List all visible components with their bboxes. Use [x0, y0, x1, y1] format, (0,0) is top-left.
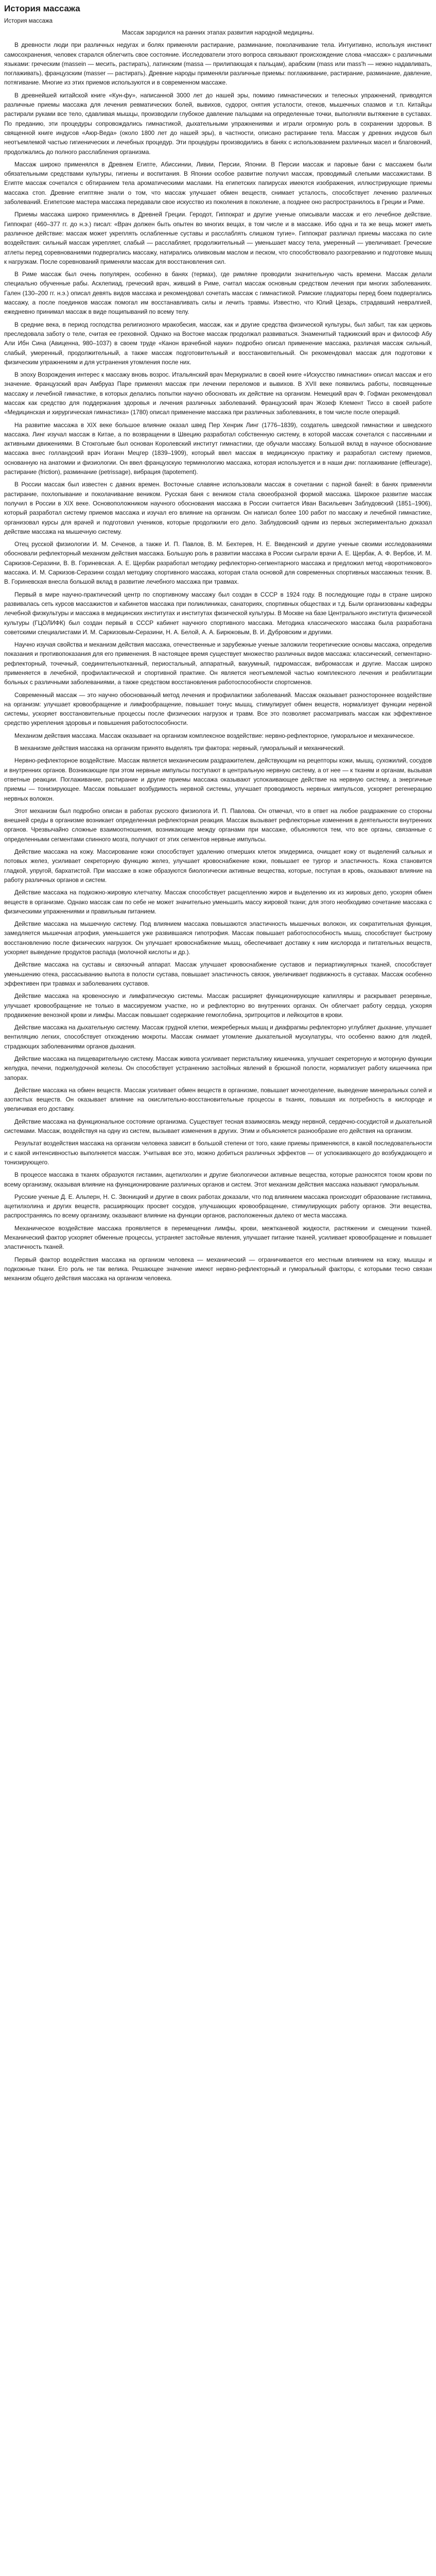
article-paragraph: Механическое воздействие массажа проявляется в перемещении лимфы, крови, межтканевой жидкости, растяжении и смещении тканей. Механический фактор ускоряет обменные процессы, устраняет застойные явления, улучшает питание тканей, усиливает кровообращение и повышает эластичность тканей. — [4, 1224, 432, 1251]
article-paragraph: В средние века, в период господства религиозного мракобесия, массаж, как и другие средства физической культуры, был забыт, так как церковь преследовала заботу о теле, считая ее греховной. Однако на Востоке массаж продолжал развиваться. Знаменитый таджикский врач и философ Абу Али Ибн Сина (Авиценна, 980–1037) в своем труде «Канон врачебной науки» подробно описал применение массажа, различая массаж сильный, слабый, умеренный, продолжительный, а также массаж подготовительный и восстановительный. Он рекомендовал массаж для подготовки к физическим упражнениям и для устранения утомления после них. — [4, 320, 432, 366]
breadcrumb-link[interactable]: История массажа — [4, 18, 53, 24]
article-paragraph: На развитие массажа в XIX веке большое влияние оказал швед Пер Хенрик Линг (1776–1839), создатель шведской гимнастики и шведского массажа. Линг изучал массаж в Китае, а по возвращении в Швецию разработал собственную систему, в которой массаж сочетался с пассивными и активными движениями. В Стокгольме был основан Королевский институт гимнастики, где обучали массажу. Большой вклад в научное обоснование массажа внес голландский врач Иоганн Мецгер (1839–1909), который ввел массаж в медицинскую практику и разработал систему приемов, основанную на анатомии и физиологии. Он ввел французскую терминологию массажа, которая используется и в наши дни: поглаживание (effleurage), растирание (friction), разминание (petrissage), вибрация (tapotement). — [4, 421, 432, 476]
article-paragraph: Научно изучая свойства и механизм действия массажа, отечественные и зарубежные ученые заложили теоретические основы массажа, определив показания и противопоказания для его применения. В настоящее время существует множество различных видов массажа: классический, сегментарно-рефлекторный, точечный, соединительнотканный, периостальный, аппаратный, вакуумный, гидромассаж, вибромассаж и другие. Массаж широко применяется в лечебной, профилактической и спортивной практике. Он является неотъемлемой частью комплексного лечения и реабилитации больных с различными заболеваниями, а также средством восстановления работоспособности спортсменов. — [4, 641, 432, 686]
article-body — [4, 40, 432, 1283]
article-paragraph: Первый фактор воздействия массажа на организм человека — механический — ограничивается его местным влиянием на кожу, мышцы и подкожные ткани. Его роль не так велика. Решающее значение имеют нервно-рефлекторный и гуморальный факторы, с которыми тесно связан механизм общего действия массажа на организм человека. — [4, 1256, 432, 1282]
breadcrumb — [4, 16, 432, 26]
intro-text: Массаж зародился на ранних этапах развития народной медицины. — [122, 29, 314, 36]
article-paragraph: В России массаж был известен с давних времен. Восточные славяне использовали массаж в сочетании с парной баней: в банях применяли растирание, похлопывание и поколачивание веником. Русская баня с веником стала своеобразной формой массажа. Широкое развитие массаж получил в России в XIX веке. Основоположником научного обоснования массажа в России считается Иван Васильевич Заблудовский (1851–1906), который разработал систему приемов массажа и изучал его влияние на организм. Он написал более 100 работ по массажу и лечебной гимнастике, организовал курсы для врачей и подготовил учеников, которые продолжили его дело. Заблудовский одним из первых экспериментально доказал действие массажа на мышечную систему. — [4, 481, 432, 535]
article-paragraph: В Риме массаж был очень популярен, особенно в банях (термах), где римляне проводили значительную часть времени. Массаж делали специально обученные рабы. Асклепиад, греческий врач, живший в Риме, считал массаж основным средством лечения при многих заболеваниях. Гален (130–200 гг. н.э.) описал девять видов массажа и рекомендовал сочетать массаж с гимнастикой. Римские гладиаторы перед боем подвергались массажу, а после поединков массаж помогал им восстанавливать силы и лечить травмы. Известно, что Юлий Цезарь, страдавший невралгией, ежедневно принимал массаж в виде пощипываний по всему телу. — [4, 270, 432, 316]
article-paragraph: Механизм действия массажа. Массаж оказывает на организм комплексное воздействие: нервно-рефлекторное, гуморальное и механическое. — [14, 732, 415, 739]
article-paragraph: Действие массажа на кровеносную и лимфатическую системы. Массаж расширяет функционирующие капилляры и раскрывает резервные, улучшает кровообращение не только в массируемом участке, но и рефлекторно во внутренних органах. Он облегчает работу сердца, ускоряя продвижение венозной крови и лимфы. Массаж повышает содержание гемоглобина, эритроцитов и лейкоцитов в крови. — [4, 992, 432, 1019]
article-paragraph: Приемы массажа широко применялись в Древней Греции. Геродот, Гиппократ и другие ученые описывали массаж и его лечебное действие. Гиппократ (460–377 гг. до н.э.) писал: «Врач должен быть опытен во многих вещах, в том числе и в массаже. Ибо одна и та же вещь может иметь различное действие: массаж может укреплять ослабленные суставы и расслаблять слишком тугие». Гиппократ различал приемы массажа по силе воздействия: сильный массаж укрепляет, слабый — расслабляет, продолжительный — уменьшает массу тела, умеренный — увеличивает. Греческие атлеты перед соревнованиями подвергались массажу, натирались оливковым маслом и песком, что способствовало разогреванию и подготовке мышц к нагрузкам. После соревнований применяли массаж для восстановления сил. — [4, 211, 432, 265]
article-paragraph: Результат воздействия массажа на организм человека зависит в большой степени от того, какие приемы применяются, в какой последовательности и с какой интенсивностью выполняется массаж. Учитывая все это, можно добиться различных эффектов — от успокаивающего до возбуждающего и тонизирующего. — [4, 1140, 432, 1166]
article-paragraph: Действие массажа на пищеварительную систему. Массаж живота усиливает перистальтику кишечника, улучшает секреторную и моторную функции желудка, печени, поджелудочной железы. Он способствует устранению застойных явлений в брюшной полости, нормализует работу кишечника при запорах. — [4, 1055, 432, 1081]
article-paragraph: Действие массажа на суставы и связочный аппарат. Массаж улучшает кровоснабжение суставов и периартикулярных тканей, способствует уменьшению отека, рассасыванию выпота в полости сустава, повышает эластичность связок, увеличивает подвижность в суставах. Массаж особенно эффективен при травмах и заболеваниях суставов. — [4, 961, 432, 987]
article-paragraph: Нервно-рефлекторное воздействие. Массаж является механическим раздражителем, действующим на рецепторы кожи, мышц, сухожилий, сосудов и внутренних органов. Возникающие при этом нервные импульсы поступают в центральную нервную систему, а от нее — к тканям и органам, вызывая ответные реакции. Поглаживание, растирание и другие приемы массажа оказывают успокаивающее действие на нервную систему, а энергичные приемы — тонизирующее. Массаж повышает возбудимость нервной системы, улучшает проводимость нервных импульсов, ускоряет регенерацию нервных волокон. — [4, 757, 432, 802]
article-paragraph: Первый в мире научно-практический центр по спортивному массажу был создан в СССР в 1924 году. В последующие годы в стране широко развивалась сеть курсов массажистов и кабинетов массажа при поликлиниках, санаториях, спортивных обществах и т.д. Были организованы кафедры лечебной физкультуры и массажа в медицинских институтах и институтах физической культуры. В Москве на базе Центрального института физической культуры (ГЦОЛИФК) был создан первый в СССР кабинет научного спортивного массажа. Методика классического массажа была разработана советскими специалистами И. М. Саркизовым-Серазини, Н. А. Белой, А. А. Бирюковым, В. И. Дубровским и другими. — [4, 590, 432, 636]
article-paragraph: Действие массажа на обмен веществ. Массаж усиливает обмен веществ в организме, повышает мочеотделение, выведение минеральных солей и азотистых веществ. Он оказывает влияние на окислительно-восстановительные процессы в тканях, повышая их потребность в кислороде и увеличивая его доставку. — [4, 1086, 432, 1113]
article-paragraph: Действие массажа на мышечную систему. Под влиянием массажа повышаются эластичность мышечных волокон, их сократительная функция, замедляется мышечная атрофия, уменьшается уже развившаяся гипотрофия. Массаж повышает работоспособность мышц, способствует быстрому восстановлению после физических нагрузок. Он улучшает кровоснабжение мышц, обеспечивает доставку к ним кислорода и питательных веществ, ускоряет выведение продуктов распада (молочной кислоты и др.). — [4, 920, 432, 956]
article-paragraph: Отец русской физиологии И. М. Сеченов, а также И. П. Павлов, В. М. Бехтерев, Н. Е. Введенский и другие ученые своими исследованиями обосновали рефлекторный механизм действия массажа. Большую роль в развитии массажа в России сыграли врачи А. Е. Щербак, А. Ф. Вербов, И. М. Саркизов-Серазини, В. В. Гориневская. А. Е. Щербак разработал методику рефлекторно-сегментарного массажа и предложил метод «воротникового» массажа. И. М. Саркизов-Серазини создал методику спортивного массажа, которая стала основой для современных спортивных массажных техник. В. В. Гориневская внесла большой вклад в развитие лечебного массажа при травмах. — [4, 540, 432, 586]
article-paragraph: Действие массажа на функциональное состояние организма. Существует тесная взаимосвязь между нервной, сердечно-сосудистой и дыхательной системами. Массаж, воздействуя на одну из систем, вызывает изменения в других. Этим и объясняется разнообразие его действия на организм. — [4, 1117, 432, 1135]
article-paragraph: Действие массажа на подкожно-жировую клетчатку. Массаж способствует расщеплению жиров и выделению их из жировых депо, ускоряя обмен веществ в организме. Однако массаж сам по себе не может значительно уменьшить массу жировой ткани; для этого необходимо сочетание массажа с физическими упражнениями и правильным питанием. — [4, 889, 432, 915]
article-paragraph: В древнейшей китайской книге «Кун-фу», написанной 3000 лет до нашей эры, помимо гимнастических и телесных упражнений, приводятся различные приемы массажа для лечения ревматических болей, вывихов, судорог, снятия усталости, отеков, мышечных спазмов и т.п. Китайцы растирали руками все тело, сдавливая мышцы, производили глубокое давление пальцами на определенные точки, выполняли вытяжение в суставах. По преданию, эти процедуры сопровождались гимнастикой, дыхательными упражнениями и играли огромную роль в сохранении здоровья. В священной книге индусов «Аюр-Веда» (около 1800 лет до нашей эры), в частности, описано растирание тела. Массаж у древних индусов был неотъемлемой частью гигиенических и лечебных процедур. Эти процедуры производились в банях с использованием различных масел и благовоний, продолжались до полного расслабления организма. — [4, 91, 432, 156]
article-paragraph: Современный массаж — это научно обоснованный метод лечения и профилактики заболеваний. Массаж оказывает разностороннее воздействие на организм: улучшает кровообращение и лимфообращение, повышает тонус мышц, стимулирует обмен веществ, нормализует функции нервной системы, ускоряет восстановительные процессы после физических нагрузок и травм. Все это позволяет рассматривать массаж как эффективное средство укрепления здоровья и повышения работоспособности. — [4, 691, 432, 727]
article-paragraph: Массаж широко применялся в Древнем Египте, Абиссинии, Ливии, Персии, Японии. В Персии массаж и паровые бани с массажем были обязательными средствами культуры, гигиены и воспитания. В Японии особое развитие получил массаж, проводимый слепыми массажистами. В Египте массаж сочетался с обтиранием тела ароматическими маслами. На египетских папирусах имеются изображения, иллюстрирующие приемы массажа стоп. Древние египтяне знали о том, что массаж улучшает обмен веществ, снимает усталость, способствует лечению различных заболеваний. Египетские мастера массажа передавали свое искусство из поколения в поколение, а позднее оно распространилось в Греции и Риме. — [4, 160, 432, 206]
article-paragraph: Действие массажа на дыхательную систему. Массаж грудной клетки, межреберных мышц и диафрагмы рефлекторно углубляет дыхание, улучшает вентиляцию легких, способствует отхождению мокроты. Массаж снимает утомление дыхательной мускулатуры, что особенно важно для людей, страдающих заболеваниями органов дыхания. — [4, 1024, 432, 1050]
article-paragraph: В процессе массажа в тканях образуются гистамин, ацетилхолин и другие биологически активные вещества, которые разносятся током крови по всему организму, оказывая влияние на функционирование различных органов и систем. Этот механизм действия массажа называют гуморальным. — [4, 1171, 432, 1188]
article-paragraph: Действие массажа на кожу. Массирование кожи способствует удалению отмерших клеток эпидермиса, очищает кожу от выделений сальных и потовых желез, усиливает секреторную функцию желез, улучшает кровоснабжение кожи, повышает ее тургор и эластичность. Кожа становится гладкой, упругой, бархатистой. При массаже в коже образуются биологически активные вещества, которые, поступая в кровь, оказывают влияние на работу различных органов и систем. — [4, 848, 432, 884]
article-paragraph: Русские ученые Д. Е. Альперн, Н. С. Звоницкий и другие в своих работах доказали, что под влиянием массажа происходит образование гистамина, ацетилхолина и других веществ, расширяющих просвет сосудов, улучшающих кровообращение, стимулирующих работу органов. Эти вещества, распространяясь по всему организму, оказывают влияние на функции органов, расположенных далеко от места массажа. — [4, 1193, 432, 1219]
article-paragraph: В древности люди при различных недугах и болях применяли растирание, разминание, поколачивание тела. Интуитивно, используя инстинкт самосохранения, человек старался облегчить свое состояние. Исследователи этого вопроса связывают происхождение слова «массаж» с различными языками: греческим (massein — месить, растирать), латинским (massa — прилипающая к пальцам), арабским (mass или mass'h — нежно надавливать, поглаживать), французским (masser — растирать). Древние народы применяли различные приемы: поглаживание, растирание, разминание, давление, потягивание. Многие из этих приемов используются и в современном массаже. — [4, 41, 432, 87]
page-title: История массажа — [4, 4, 80, 13]
article-paragraph: В механизме действия массажа на организм принято выделять три фактора: нервный, гуморальный и механический. — [14, 744, 345, 752]
article-paragraph: В эпоху Возрождения интерес к массажу вновь возрос. Итальянский врач Меркуриалис в своей книге «Искусство гимнастики» описал массаж и его значение. Французский врач Амбруаз Паре применял массаж при лечении переломов и вывихов. В XVII веке появились работы, посвященные массажу и лечебной гимнастике, в которых делались попытки научно обосновать их действие на организм. Немецкий врач Ф. Гофман рекомендовал массаж как средство для поддержания здоровья и лечения различных заболеваний. Французский врач Жозеф Клемент Тиссо в своей работе «Медицинская и хирургическая гимнастика» (1780) описал применение массажа при различных заболеваниях, в том числе после операций. — [4, 371, 432, 416]
article-paragraph: Этот механизм был подробно описан в работах русского физиолога И. П. Павлова. Он отмечал, что в ответ на любое раздражение со стороны внешней среды в организме возникает определенная рефлекторная реакция. Массаж вызывает рефлекторные изменения в деятельности внутренних органов. Чрезвычайно сложные взаимоотношения, возникающие между органами при массаже, объясняются тем, что все органы, связанные с определенными сегментами спинного мозга, получают от этих сегментов нервные импульсы. — [4, 807, 432, 843]
